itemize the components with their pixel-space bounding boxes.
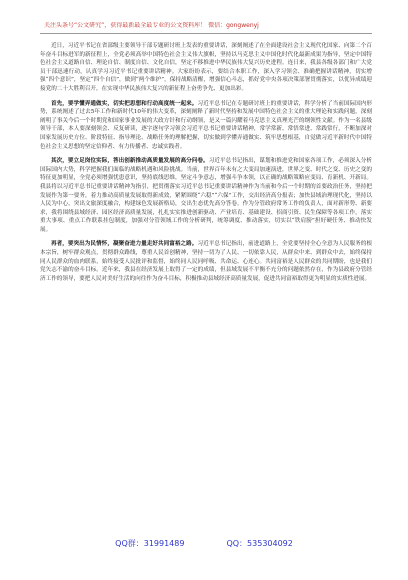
page-footer [0,538,408,549]
paragraph-text: 习近平总书记指出，谋划和推进党和国家各项工作，必须深入分析国际国内大势，科学把握我们面临的战略机遇和风险挑战。当前，世界百年未有之大变局加速演进，世界之变、时代之变、历史之变的特征更加明显，全党必须增强忧患意识，坚持底线思维，坚定斗争意志，增强斗争本领，以正确的战略策略应变局、育新机、开新局。我县将以习近平总书记重要讲话精神为指引，把贯彻落实习近平总书记重要讲话精神作为当前和今后一个时期的首要政治任务，坚持把发展作为第一要务，着力推动高质量发展取得新成效，紧紧围绕“六稳”“六保”工作，交出经济高分报表；加快县域治理现代化，坚持以人民为中心，突出文旅深度融合，构建绿色发展新格局，交出生态优先高分答卷。作为分管政府常务工作的负责人，面对新形势、新要求，我将围绕县域经济、园区经济高质量发展，扎扎实实推进创新驱动、产业培育、基础建设、招商引资、民生保障等各项工作，落实重大事项、重点工作联系挂包制度，加强对分管领域工作的分析研判，统筹调度、推动落实，切实以“铁肩膀”担好硬任务、推动快发展。 [40,158,372,233]
paragraph-text: 近日，习近平书记在省部级主要领导干部专题研讨班上发表的重要讲话，深刻阐述了在全面建设社会主义现代化国家、向第二个百年奋斗目标进军的新征程上，全党必须高举中国特色社会主义伟大旗帜，坚持以马克思主义中国化时代化最新成果为指导，坚定中国特色社会主义道路自信、理论自信、制度自信、文化自信，坚定不移推进中华民族伟大复兴历史进程。连日来，我县各级各部门和广大党员干部迅速行动，认真学习习近平书记重要讲话精神。大家纷纷表示，要结合本职工作，深入学习领会、准确把握讲话精神，切实增强“四个意识”，坚定“四个自信”，做到“两个维护”，保持战略清醒，增强信心斗志，抓好党中央各项决策部署贯彻落实，以优异成绩迎接党的二十大胜利召开，在实现中华民族伟大复兴的新征程上奋勇争先、更加出彩。 [40,43,372,92]
qq-number: QQ：535304092 [226,539,293,548]
header-divider [40,33,372,34]
qq-group-number: QQ群：31991489 [115,539,185,548]
paragraph-text: 习近平总书记指出，前进道路上，全党要坚持全心全意为人民服务的根本宗旨，树牢群众观点，贯彻群众路线，尊重人民首创精神，坚持一切为了人民、一切依靠人民，从群众中来、到群众中去，始终保持同人民群众的血肉联系，始终接受人民批评和监督，始终同人民同呼吸、共命运、心连心。共同富裕是人民群众的共同期盼，也是我们党矢志不渝的奋斗目标。近年来，我县在经济发展上取得了一定的成绩，但县域发展不平衡不充分的问题依然存在，作为县政府分管经济工作的领导，要把人民对美好生活的向往作为奋斗目标，积极推动县域经济高质量发展，促进共同富裕取得更为明显的实质性进展。 [40,241,372,282]
paragraph-text: 习近平总书记在专题研讨班上的重要讲话，科学分析了当前国际国内形势，系统阐述了过去5年工作和新时代10年的伟大变革，深刻阐释了新时代坚持和发展中国特色社会主义的重大理论和实践问题，深刻阐明了事关今后一个时期党和国家事业发展的大政方针和行动纲领，是又一篇闪耀着马克思主义真理光芒的纲领性文献。作为一名县级领导干部，本人要深刻领会、反复研读，逐字逐句学习领会习近平总书记重要讲话精神，常学常新、常悟常进、常践常行，不断加深对国家发展历史方位、阶段特征、指导理论、战略任务的理解把握，切实做到学懂弄通做实、筑牢思想根基，自觉做习近平新时代中国特色社会主义思想的坚定信仰者、有力传播者、忠诚实践者。 [40,100,372,150]
paragraph-first [40,100,372,152]
paragraph-second [40,157,372,234]
paragraph-heading: 其次，要立足岗位实际，答出创新推动高质量发展的高分问卷。 [51,158,209,165]
page-header: 关注头条号“公文研究”，获得最新最全最专业的公文资料库！ 微信：gongwenyj [44,22,259,29]
paragraph-intro [40,42,372,94]
document-body [40,42,372,524]
paragraph-heading: 首先，要学懂弄通做实，切实把思想和行动高度统一起来。 [51,100,198,107]
paragraph-third [40,240,372,283]
paragraph-heading: 再者，要突出为民情怀，凝聚奋进力量走好共同富裕之路。 [51,241,198,248]
